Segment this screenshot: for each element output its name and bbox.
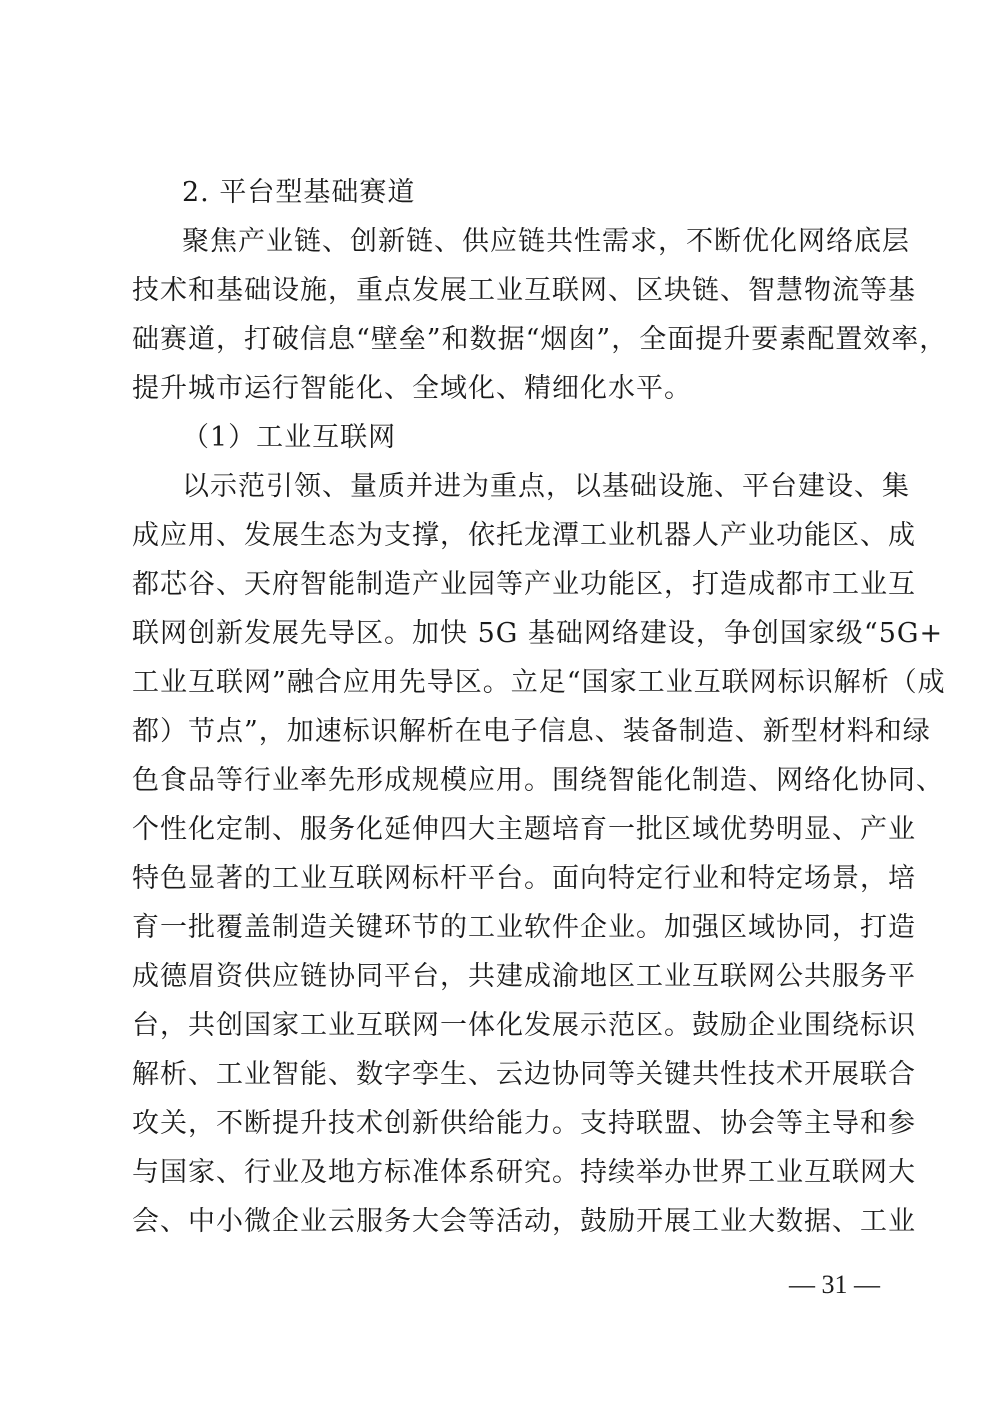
paragraph-line: 个性化定制、服务化延伸四大主题培育一批区域优势明显、产业	[132, 814, 916, 845]
paragraph-line: 以示范引领、量质并进为重点，以基础设施、平台建设、集	[182, 471, 910, 502]
paragraph-line: 聚焦产业链、创新链、供应链共性需求，不断优化网络底层	[182, 226, 910, 257]
subsection-heading: （1）工业互联网	[182, 422, 397, 453]
paragraph-line: 成应用、发展生态为支撑，依托龙潭工业机器人产业功能区、成	[132, 520, 916, 551]
paragraph-line: 与国家、行业及地方标准体系研究。持续举办世界工业互联网大	[132, 1157, 916, 1188]
section-heading: 2. 平台型基础赛道	[182, 177, 416, 208]
paragraph-line: 色食品等行业率先形成规模应用。围绕智能化制造、网络化协同、	[132, 765, 944, 796]
paragraph-line: 都）节点”，加速标识解析在电子信息、装备制造、新型材料和绿	[132, 716, 931, 747]
paragraph-line: 特色显著的工业互联网标杆平台。面向特定行业和特定场景，培	[132, 863, 916, 894]
paragraph-line: 攻关，不断提升技术创新供给能力。支持联盟、协会等主导和参	[132, 1108, 916, 1139]
paragraph-line: 成德眉资供应链协同平台，共建成渝地区工业互联网公共服务平	[132, 961, 916, 992]
paragraph-line: 技术和基础设施，重点发展工业互联网、区块链、智慧物流等基	[132, 275, 916, 306]
page-number: — 31 —	[789, 1270, 880, 1299]
paragraph-line: 础赛道，打破信息“壁垒”和数据“烟囱”，全面提升要素配置效率，	[132, 324, 948, 355]
paragraph-line: 工业互联网”融合应用先导区。立足“国家工业互联网标识解析（成	[132, 667, 946, 698]
paragraph-line: 育一批覆盖制造关键环节的工业软件企业。加强区域协同，打造	[132, 912, 916, 943]
paragraph-line: 都芯谷、天府智能制造产业园等产业功能区，打造成都市工业互	[132, 569, 916, 600]
paragraph-line: 解析、工业智能、数字孪生、云边协同等关键共性技术开展联合	[132, 1059, 916, 1090]
paragraph-line: 提升城市运行智能化、全域化、精细化水平。	[132, 373, 692, 404]
paragraph-line: 会、中小微企业云服务大会等活动，鼓励开展工业大数据、工业	[132, 1206, 916, 1237]
paragraph-line: 台，共创国家工业互联网一体化发展示范区。鼓励企业围绕标识	[132, 1010, 916, 1041]
paragraph-line: 联网创新发展先导区。加快 5G 基础网络建设，争创国家级“5G+	[132, 618, 944, 649]
